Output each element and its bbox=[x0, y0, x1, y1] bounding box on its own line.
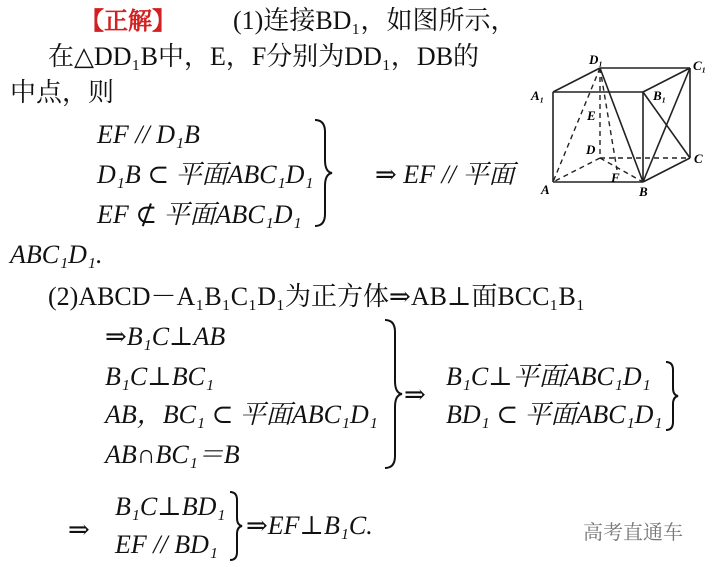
label-B: B bbox=[639, 184, 648, 198]
part1-premise-3: EF ⊄ 平面ABC₁D₁ bbox=[97, 200, 302, 229]
label-A1: A₁ bbox=[531, 88, 545, 103]
label-C: C bbox=[694, 151, 703, 166]
part1-right-brace bbox=[312, 118, 334, 228]
part2-mid-2: BD₁ ⊂ 平面ABC₁D₁ bbox=[446, 400, 663, 429]
part2-mid-1: B₁C⊥平面ABC₁D₁ bbox=[446, 362, 651, 391]
part2-final-premise-1: B₁C⊥BD₁ bbox=[115, 492, 226, 521]
part2-premise-1: ⇒B₁C⊥AB bbox=[105, 322, 226, 351]
part2-premise-2: B₁C⊥BC₁ bbox=[105, 362, 214, 391]
label-A: A bbox=[541, 182, 550, 197]
label-D: D bbox=[586, 142, 596, 157]
part2-arrow-1: ⇒ bbox=[404, 380, 426, 409]
part2-premise-4: AB∩BC₁＝B bbox=[105, 440, 240, 469]
part1-premise-2: D₁B ⊂ 平面ABC₁D₁ bbox=[97, 160, 314, 189]
part1-conclusion-cont: ABC₁D₁. bbox=[10, 240, 103, 269]
cube-figure bbox=[525, 48, 715, 198]
part2-final-premise-2: EF // BD₁ bbox=[115, 530, 218, 559]
watermark: 高考直通车 bbox=[583, 520, 683, 544]
label-E: E bbox=[587, 108, 596, 123]
part1-premise-1: EF // D₁B bbox=[97, 120, 200, 149]
part2-right-brace-2 bbox=[664, 360, 680, 432]
part1-line1: (1)连接BD₁，如图所示， bbox=[233, 6, 517, 35]
part2-right-brace-1 bbox=[382, 318, 404, 470]
part1-conclusion: ⇒ EF // 平面 bbox=[375, 160, 515, 189]
label-C1: C₁ bbox=[693, 58, 707, 73]
label-D1: D₁ bbox=[589, 52, 603, 67]
solution-heading: 【正解】 bbox=[80, 7, 176, 35]
part1-line3: 中点，则 bbox=[10, 78, 115, 107]
label-F: F bbox=[611, 170, 620, 185]
part2-premise-3: AB，BC₁ ⊂ 平面ABC₁D₁ bbox=[105, 400, 378, 429]
part2-final-conclusion: ⇒EF⊥B₁C. bbox=[246, 511, 373, 540]
label-B1: B₁ bbox=[653, 88, 667, 103]
part2-arrow-2: ⇒ bbox=[68, 515, 90, 544]
part1-line2: 在△DD₁B中，E，F分别为DD₁，DB的 bbox=[48, 42, 480, 71]
part2-right-brace-3 bbox=[228, 490, 244, 562]
part2-line1: (2)ABCD－A₁B₁C₁D₁为正方体⇒AB⊥面BCC₁B₁ bbox=[48, 282, 585, 311]
